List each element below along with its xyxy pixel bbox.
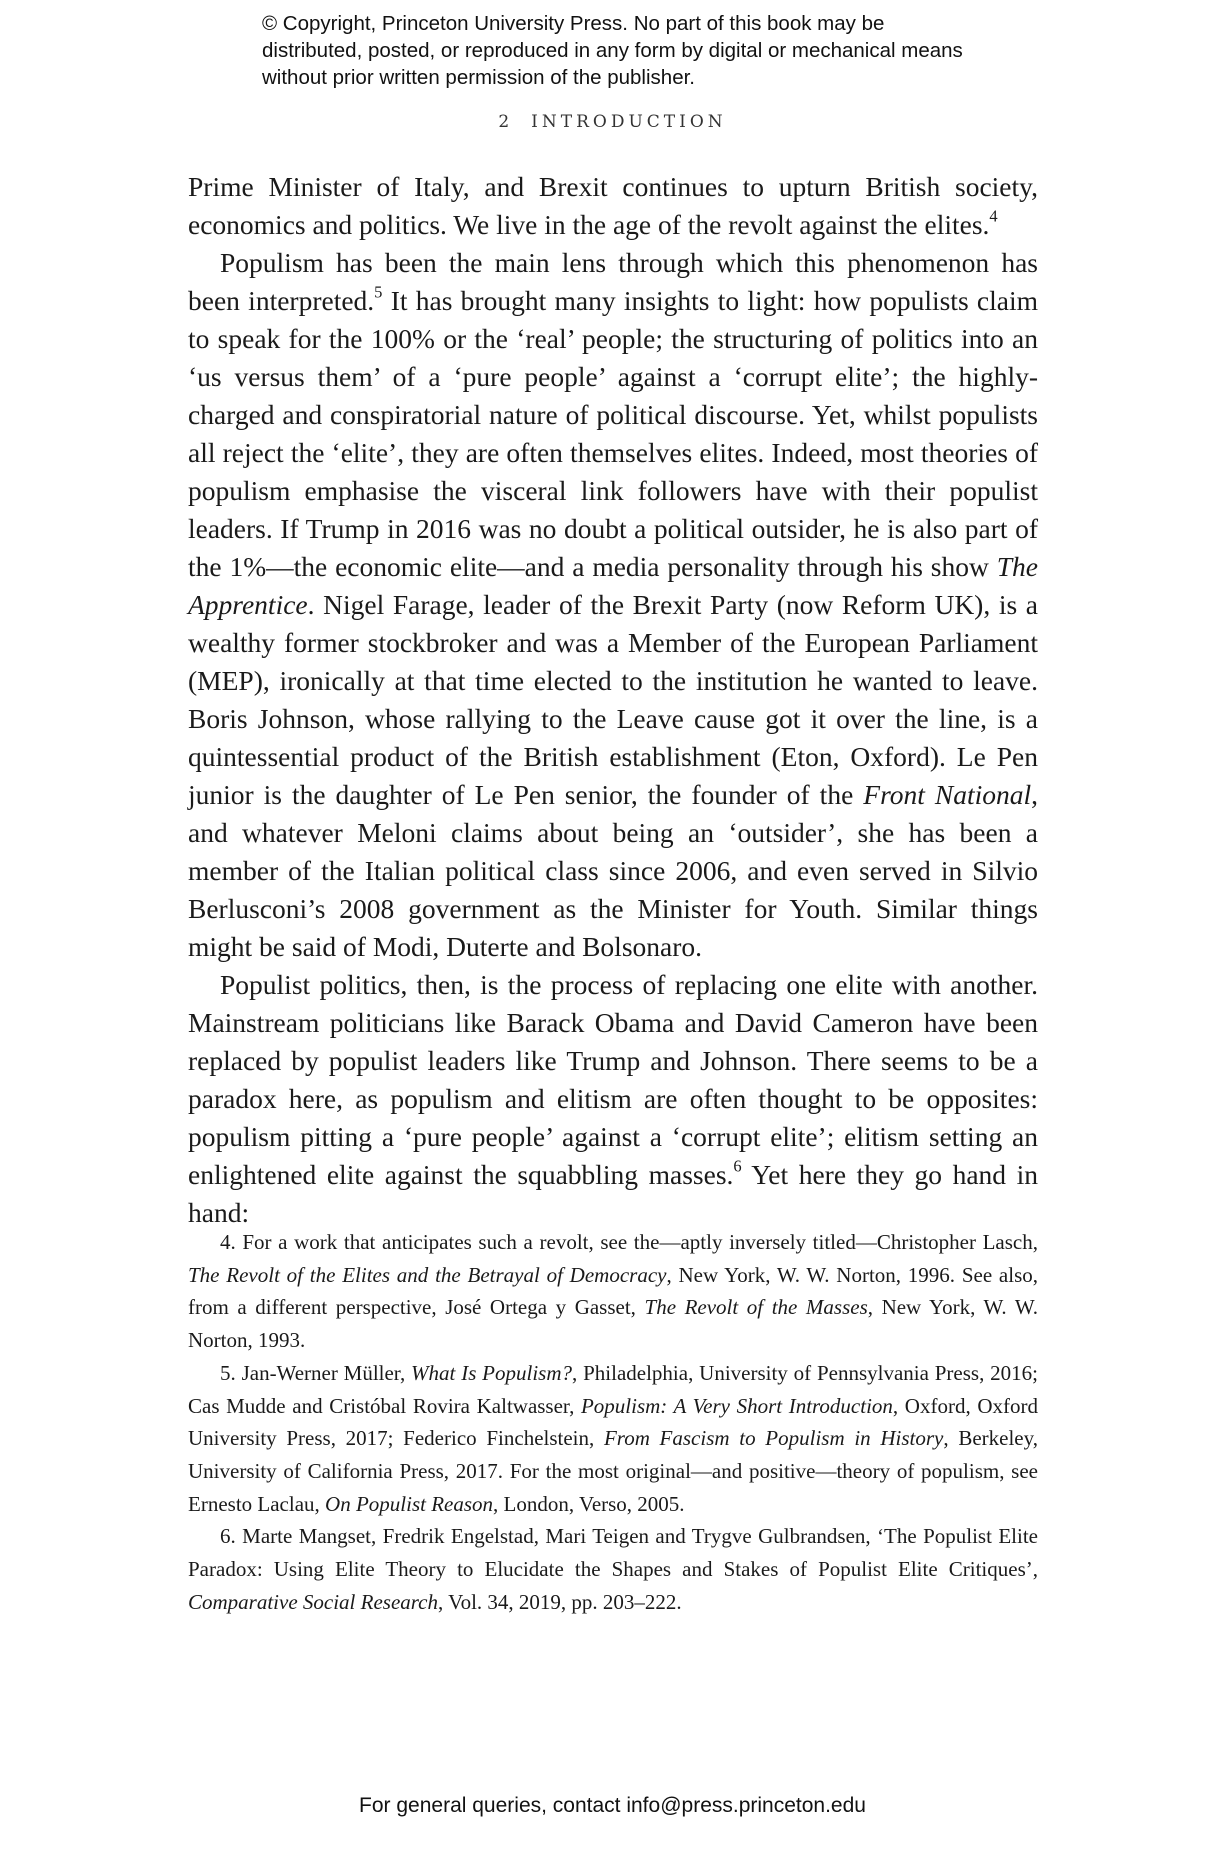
paragraph-1: Prime Minister of Italy, and Brexit continues to upturn British society, economics and politics. We live in the age of the revolt against the elites.$^4$: [188, 171, 1038, 240]
footnote-ref-4[interactable]: 4: [989, 206, 998, 226]
footnote-ref-5[interactable]: 5: [374, 282, 383, 302]
footer-contact: For general queries, contact info@press.princeton.edu: [359, 1794, 866, 1817]
running-title: INTRODUCTION: [531, 112, 727, 132]
page-number: 2: [498, 112, 510, 132]
footnotes: [188, 1226, 1038, 1618]
running-head: [0, 112, 1225, 132]
footnote-5: 5. Jan-Werner Müller, What Is Populism?, Philadelphia, University of Pennsylvania Press, 2016; Cas Mudde and Cristóbal Rovira Kaltwasser, Populism: A Very Short Introduction, Oxford, Oxford University Press, 2017; Federico Finchelstein, From Fascism to Populism in History, Berkeley, University of California Press, 2017. For the most original—and positive—theory of populism, see Ernesto Laclau, On Populist Reason, London, Verso, 2005.: [188, 1360, 1039, 1516]
footnote-6: 6. Marte Mangset, Fredrik Engelstad, Mari Teigen and Trygve Gulbrandsen, ‘The Populist Elite Paradox: Using Elite Theory to Elucidate the Shapes and Stakes of Populist Elite Critiques’, Comparative Social Research, Vol. 34, 2019, pp. 203–222.: [188, 1524, 1038, 1614]
footnote-4: 4. For a work that anticipates such a revolt, see the—aptly inversely titled—Christopher Lasch, The Revolt of the Elites and the Betrayal of Democracy, New York, W. W. Norton, 1996. See also, from a different perspective, José Ortega y Gasset, The Revolt of the Masses, New York, W. W. Norton, 1993.: [188, 1230, 1038, 1353]
paragraph-3: Populist politics, then, is the process of replacing one elite with another. Mainstream politicians like Barack Obama and David Cameron have been replaced by populist leaders like Trump and Johnson. There seems to be a paradox here, as populism and elitism are often thought to be opposites: populism pitting a ‘pure people’ against a ‘corrupt elite’; elitism setting an enlightened elite against the squabbling masses.$^6$ Yet here they go hand in hand:: [188, 969, 1038, 1228]
body-text: [188, 168, 1038, 1232]
paragraph-2: Populism has been the main lens through which this phenomenon has been interpreted.$^5$ It has brought many insights to light: how populists claim to speak for the 100% or the ‘real’ people; the structuring of politics into an ‘us versus them’ of a ‘pure people’ against a ‘corrupt elite’; the highly-charged and conspiratorial nature of political discourse. Yet, whilst populists all reject the ‘elite’, they are often themselves elites. Indeed, most theories of populism emphasise the visceral link followers have with their populist leaders. If Trump in 2016 was no doubt a political outsider, he is also part of the 1%—the economic elite—and a media personality through his show The Apprentice. Nigel Farage, leader of the Brexit Party (now Reform UK), is a wealthy former stockbroker and was a Member of the European Parliament (MEP), ironically at that time elected to the institution he wanted to leave. Boris Johnson, whose rallying to the Leave cause got it over the line, is a quintessential product of the British establishment (Eton, Oxford). Le Pen junior is the daughter of Le Pen senior, the founder of the Front National, and whatever Meloni claims about being an ‘outsider’, she has been a member of the Italian political class since 2006, and even served in Silvio Berlusconi’s 2008 government as the Minister for Youth. Similar things might be said of Modi, Duterte and Bolsonaro.: [188, 247, 1039, 962]
footnote-ref-6[interactable]: 6: [733, 1156, 742, 1176]
copyright-notice: © Copyright, Princeton University Press. No part of this book may be distributed, posted, or reproduced in any form by digital or mechanical means without prior written permission of the publisher.: [262, 12, 963, 89]
